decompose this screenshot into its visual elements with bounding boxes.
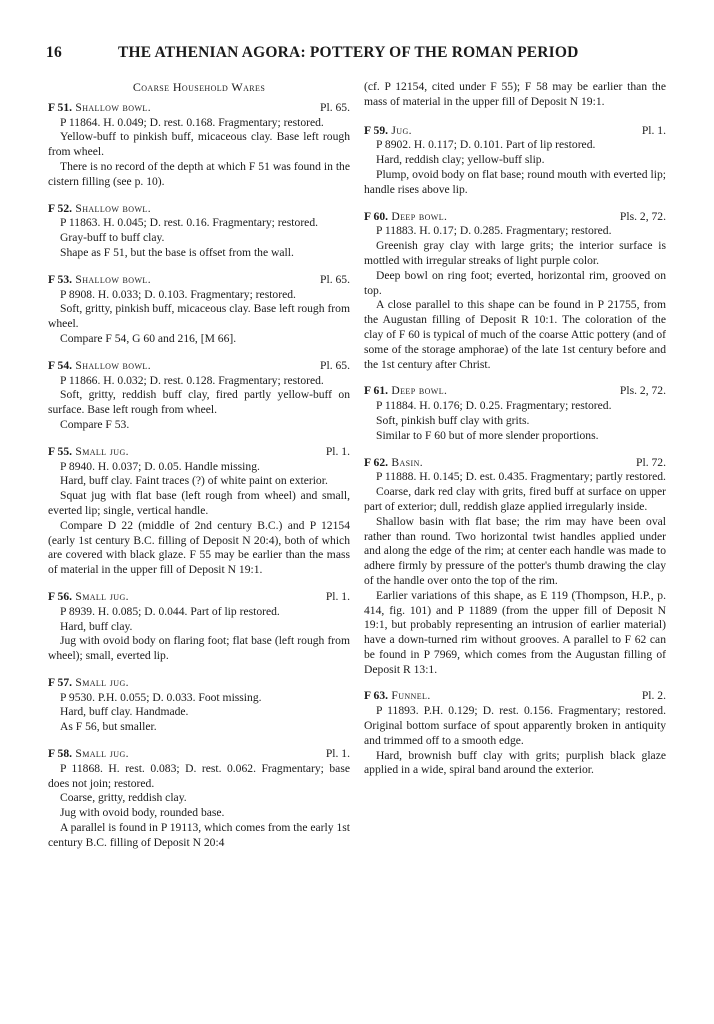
entry-paragraph: Earlier variations of this shape, as E 119 (Thompson, H.P., p. 414, fig. 101) and P 11889 (from the upper fill of Deposit N 19:1, but probably representing an intrusion of earlier material) have a down-turned rim without grooves. A parallel to F 62 can be found in P 7969, which comes from the Augustan filling of Deposit R 13:1. (364, 588, 666, 676)
catalogue-entry (364, 210, 666, 373)
entry-paragraph: Deep bowl on ring foot; everted, horizontal rim, grooved on top. (364, 268, 666, 297)
entry-paragraph: P 11866. H. 0.032; D. rest. 0.128. Fragmentary; restored. (60, 373, 324, 387)
entry-paragraph: P 11864. H. 0.049; D. rest. 0.168. Fragmentary; restored. (60, 115, 324, 129)
entry-heading (48, 202, 350, 217)
entry-heading (48, 445, 350, 460)
page-number: 16 (46, 44, 62, 61)
entry-name: Shallow bowl. (75, 358, 152, 372)
plate-reference: Pl. 72. (636, 455, 666, 469)
entry-id: F 51. (48, 100, 73, 114)
catalogue-entry (364, 124, 666, 198)
entry-paragraph: Shallow basin with flat base; the rim may have been oval rather than round. Two horizontal twist handles applied under and along the edge of the rim; at center each handle was made to adhere firmly by pressure of the potter's thumb drawing the clay of the handle over onto the top of the rim. (364, 514, 666, 587)
entry-paragraph: Plump, ovoid body on flat base; round mouth with everted lip; handle rises above lip. (364, 167, 666, 196)
plate-reference: Pls. 2, 72. (619, 384, 666, 398)
entry-heading (48, 273, 350, 288)
catalogue-entry (48, 202, 350, 261)
catalogue-entry (48, 590, 350, 664)
entry-id: F 58. (48, 747, 73, 761)
entry-paragraph: Greenish gray clay with large grits; the interior surface is mottled with irregular streaks of light purple color. (364, 239, 666, 267)
entry-paragraph: P 11888. H. 0.145; D. est. 0.435. Fragmentary; partly restored. (376, 470, 666, 484)
plate-reference: Pl. 1. (325, 589, 350, 603)
entry-paragraph: P 11868. H. rest. 0.083; D. rest. 0.062. Fragmentary; base does not join; restored. (48, 761, 350, 790)
entry-paragraph: P 8902. H. 0.117; D. 0.101. Part of lip restored. (376, 138, 596, 152)
entry-paragraph: Compare F 53. (60, 417, 130, 431)
entry-paragraph: Hard, brownish buff clay with grits; purplish black glaze applied in a wide, spiral band around the exterior. (364, 748, 666, 777)
entry-heading (48, 101, 350, 116)
entry-paragraph: Compare D 22 (middle of 2nd century B.C.) and P 12154 (early 1st century B.C. filling of Deposit N 20:4), both of which are covered with black glaze. F 55 may be earlier than the mass of material in the upper fill of Deposit N 19:1. (48, 518, 350, 577)
plate-reference: Pls. 2, 72. (619, 209, 666, 223)
entry-paragraph: P 11883. H. 0.17; D. 0.285. Fragmentary; restored. (376, 224, 612, 238)
entry-heading (364, 689, 666, 704)
entry-name: Small jug. (75, 589, 129, 603)
entry-name: Small jug. (75, 675, 129, 689)
right-column (364, 80, 666, 790)
entry-paragraph: Jug with ovoid body on flaring foot; flat base (left rough from wheel); small, everted lip. (48, 634, 350, 663)
running-header (46, 44, 662, 66)
entry-heading (364, 210, 666, 225)
plate-reference: Pl. 2. (641, 689, 666, 703)
left-column (48, 80, 350, 863)
plate-reference: Pl. 65. (320, 358, 350, 372)
entry-paragraph: P 11893. P.H. 0.129; D. rest. 0.156. Fragmentary; restored. Original bottom surface of spout apparently broken in antiquity and trimmed off to a smooth edge. (364, 704, 666, 747)
continuation-text (364, 80, 666, 110)
catalogue-entry (48, 445, 350, 578)
entry-paragraph: Gray-buff to buff clay. (60, 231, 165, 245)
entry-paragraph: Soft, gritty, reddish buff clay, fired partly yellow-buff on surface. Base left rough from wheel. (48, 388, 350, 417)
plate-reference: Pl. 65. (320, 272, 350, 286)
entry-paragraph: Hard, reddish clay; yellow-buff slip. (376, 153, 545, 167)
catalogue-entry (48, 273, 350, 347)
entry-name: Shallow bowl. (75, 100, 152, 114)
entry-paragraph: As F 56, but smaller. (60, 720, 157, 734)
entry-paragraph: Hard, buff clay. Faint traces (?) of white paint on exterior. (60, 474, 328, 488)
plate-reference: Pl. 65. (320, 100, 350, 114)
entry-id: F 55. (48, 444, 73, 458)
continuation-paragraph: (cf. P 12154, cited under F 55); F 58 may be earlier than the mass of material in the upper fill of Deposit N 19:1. (364, 80, 666, 108)
entry-paragraph: Jug with ovoid body, rounded base. (60, 806, 225, 820)
entry-paragraph: P 11863. H. 0.045; D. rest. 0.16. Fragmentary; restored. (60, 216, 319, 230)
section-title: Coarse Household Wares (132, 80, 266, 94)
entry-id: F 57. (48, 675, 73, 689)
entry-heading (364, 124, 666, 139)
entry-id: F 60. (364, 209, 389, 223)
entry-id: F 63. (364, 689, 389, 703)
entry-heading (48, 747, 350, 762)
entry-paragraph: Squat jug with flat base (left rough from wheel) and small, everted lip; single, vertical handle. (48, 489, 350, 517)
catalogue-entry (364, 384, 666, 443)
entry-paragraph: Soft, pinkish buff clay with grits. (376, 413, 530, 427)
entry-name: Deep bowl. (391, 209, 448, 223)
plate-reference: Pl. 1. (641, 123, 666, 137)
catalogue-entry (48, 359, 350, 433)
entry-id: F 62. (364, 455, 389, 469)
catalogue-entry (48, 747, 350, 851)
entry-heading (364, 456, 666, 471)
entry-paragraph: Coarse, dark red clay with grits, fired buff at surface on upper part of exterior; dull, reddish glaze applied irregularly inside. (364, 485, 666, 513)
entry-paragraph: A close parallel to this shape can be found in P 21755, from the Augustan filling of Deposit R 10:1. The coloration of the clay of F 60 is typical of much of the coarse Attic pottery (and of some of the storage amphorae) of the late 1st century before and the 1st century after Christ. (364, 298, 666, 371)
entry-paragraph: A parallel is found in P 19113, which comes from the early 1st century B.C. filling of Deposit N 20:4 (48, 821, 350, 849)
entry-name: Basin. (391, 455, 424, 469)
entry-paragraph: P 11884. H. 0.176; D. 0.25. Fragmentary; restored. (376, 399, 612, 413)
entry-name: Small jug. (75, 747, 129, 761)
entry-paragraph: Compare F 54, G 60 and 216, [M 66]. (60, 331, 237, 345)
entry-paragraph: Shape as F 51, but the base is offset from the wall. (60, 245, 294, 259)
entry-heading (364, 384, 666, 399)
entry-paragraph: Hard, buff clay. Handmade. (60, 705, 189, 719)
plate-reference: Pl. 1. (325, 747, 350, 761)
running-title: THE ATHENIAN AGORA: POTTERY OF THE ROMAN PERIOD (118, 44, 579, 61)
catalogue-entry (48, 101, 350, 190)
entry-paragraph: Yellow-buff to pinkish buff, micaceous clay. Base left rough from wheel. (48, 130, 350, 159)
entry-paragraph: P 8939. H. 0.085; D. 0.044. Part of lip restored. (60, 604, 280, 618)
entry-paragraph: P 8908. H. 0.033; D. 0.103. Fragmentary; restored. (60, 287, 296, 301)
entry-id: F 56. (48, 589, 73, 603)
entry-heading (48, 676, 350, 691)
entry-heading (48, 359, 350, 374)
entry-name: Shallow bowl. (75, 272, 152, 286)
entry-paragraph: Soft, gritty, pinkish buff, micaceous clay. Base left rough from wheel. (48, 302, 350, 331)
entry-paragraph: P 9530. P.H. 0.055; D. 0.033. Foot missing. (60, 690, 262, 704)
entry-heading (48, 590, 350, 605)
entry-name: Funnel. (391, 689, 431, 703)
entry-name: Jug. (391, 123, 412, 137)
entry-id: F 53. (48, 272, 73, 286)
entry-paragraph: Coarse, gritty, reddish clay. (60, 791, 187, 805)
catalogue-entry (364, 456, 666, 678)
entry-paragraph: Similar to F 60 but of more slender proportions. (376, 428, 599, 442)
entry-id: F 52. (48, 201, 73, 215)
entry-name: Small jug. (75, 444, 129, 458)
entry-id: F 61. (364, 384, 389, 398)
entry-paragraph: There is no record of the depth at which F 51 was found in the cistern filling (see p. 10). (48, 159, 350, 188)
entry-id: F 54. (48, 358, 73, 372)
entry-id: F 59. (364, 123, 389, 137)
plate-reference: Pl. 1. (325, 444, 350, 458)
entry-name: Deep bowl. (391, 384, 448, 398)
entry-paragraph: P 8940. H. 0.037; D. 0.05. Handle missing. (60, 459, 260, 473)
entry-paragraph: Hard, buff clay. (60, 619, 133, 633)
catalogue-entry (48, 676, 350, 735)
entry-name: Shallow bowl. (75, 201, 152, 215)
catalogue-entry (364, 689, 666, 778)
